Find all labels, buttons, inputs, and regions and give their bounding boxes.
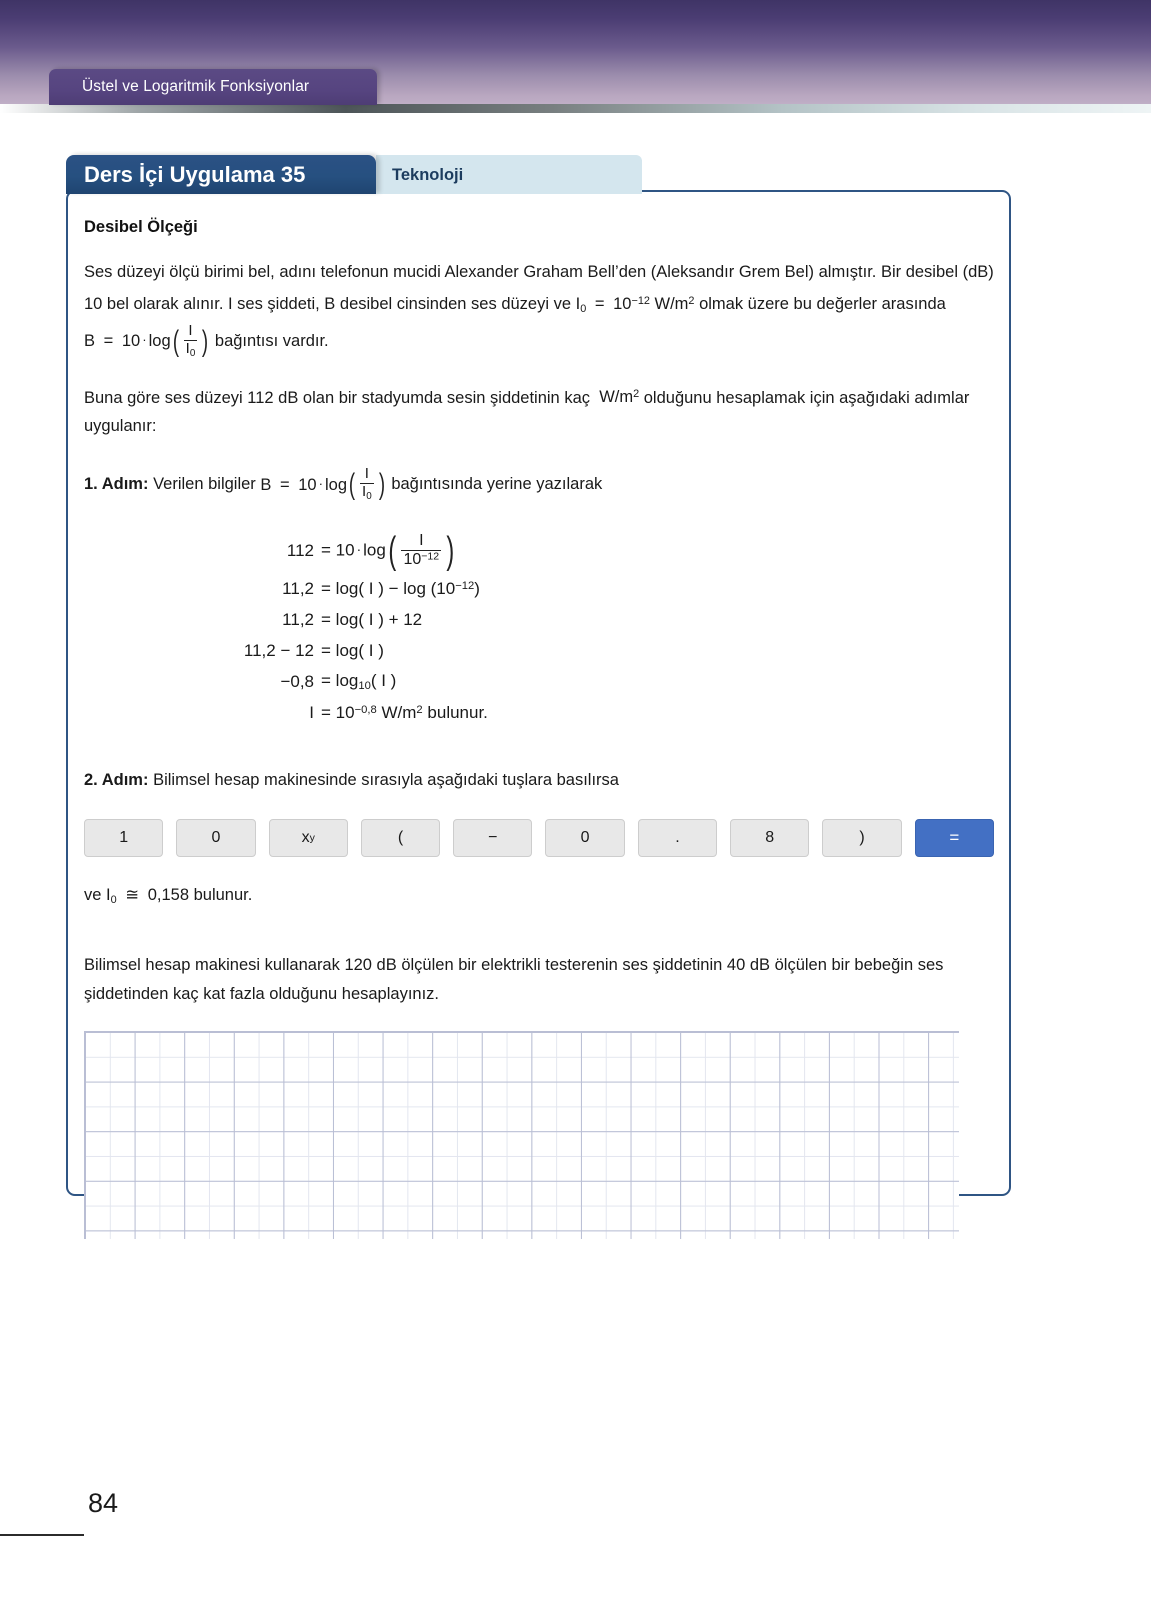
equation-row xyxy=(84,604,994,635)
calc-key-8[interactable] xyxy=(730,819,809,857)
intro-formula-b xyxy=(84,321,215,359)
activity-title-label: Ders İçi Uygulama 35 xyxy=(84,162,306,187)
work-area-grid[interactable] xyxy=(84,1031,959,1239)
activity-content xyxy=(84,210,994,1239)
calc-key-decimal-point[interactable] xyxy=(638,819,717,857)
equation-lhs: I xyxy=(309,702,314,722)
category-tab-teknoloji xyxy=(376,155,642,194)
fraction-denominator-symbol: I xyxy=(185,339,190,357)
calc-key-superscript: y xyxy=(309,832,315,845)
calculator-key-row xyxy=(84,819,994,857)
result-value: 0,158 xyxy=(147,886,189,905)
equals-sign: = xyxy=(594,294,605,313)
calc-key-open-paren[interactable] xyxy=(361,819,440,857)
equation-lhs: 11,2 xyxy=(282,578,314,598)
step2-text: Bilimsel hesap makinesinde sırasıyla aşağıdaki tuşlara basılırsa xyxy=(153,771,619,790)
equation-derivation-block xyxy=(84,529,994,728)
intro-text-tail: bağıntısı vardır. xyxy=(214,332,329,351)
equation-equals: = xyxy=(321,540,331,560)
equation-fraction xyxy=(398,532,444,569)
calc-key-equals[interactable] xyxy=(915,819,994,857)
equation-row xyxy=(84,573,994,604)
equation-rhs xyxy=(321,579,480,599)
question-paragraph xyxy=(84,381,994,442)
footer-rule xyxy=(0,1534,84,1536)
equation-equals: = xyxy=(321,578,331,598)
multiply-dot-icon: · xyxy=(142,332,147,348)
unit-exponent: 2 xyxy=(688,295,695,307)
step1-fraction-numerator: I xyxy=(364,465,369,483)
equation-log: log xyxy=(335,671,359,691)
calc-key-label: 0 xyxy=(580,829,590,847)
calc-key-label: x xyxy=(301,829,310,847)
step1-label: 1. Adım: xyxy=(84,475,149,494)
step1-text-after: bağıntısında yerine yazılarak xyxy=(391,475,603,494)
step2-paragraph xyxy=(84,766,994,795)
equation-open-paren-glyph: ( xyxy=(388,530,397,573)
calc-key-1[interactable] xyxy=(84,819,163,857)
equation-row xyxy=(84,529,994,573)
step1-multiply-dot-icon: · xyxy=(318,475,324,491)
chapter-tab xyxy=(49,69,377,105)
equation-rhs-tail: ) xyxy=(474,578,480,598)
equation-rhs-tail: ( I ) xyxy=(370,671,397,691)
calc-key-0[interactable] xyxy=(176,819,255,857)
question-unit xyxy=(595,388,640,406)
equals-sign-2: = xyxy=(103,332,114,351)
calc-key-minus[interactable] xyxy=(453,819,532,857)
i-zero-subscript: 0 xyxy=(580,302,587,315)
equation-fraction-den-base: 10 xyxy=(403,550,422,568)
calc-key-label: 0 xyxy=(211,829,221,847)
task-text: Bilimsel hesap makinesi kullanarak 120 dB ölçülen bir elektrikli testerenin ses şiddetinin 40 dB ölçülen bir bebeğin ses şiddetinden kaç kat fazla olduğunu hesaplayınız. xyxy=(84,956,944,1004)
calc-key-label: = xyxy=(949,828,960,848)
step1-fraction-denominator-symbol: I xyxy=(362,483,367,501)
equation-lhs: 11,2 − 12 xyxy=(243,640,314,660)
equation-rhs-text: log( I ) − log (10 xyxy=(335,578,456,598)
fraction-denominator-subscript: 0 xyxy=(189,347,196,359)
result-i-symbol: I xyxy=(106,886,111,905)
equation-log: log xyxy=(363,540,386,560)
result-paragraph xyxy=(84,881,994,915)
equation-rhs xyxy=(321,530,457,573)
fraction-i-over-i0 xyxy=(181,323,201,359)
equation-lhs: −0,8 xyxy=(280,671,314,691)
equation-row xyxy=(84,666,994,697)
fraction-numerator: I xyxy=(188,321,193,339)
intro-formula xyxy=(576,295,699,313)
page-number: 84 xyxy=(88,1488,119,1518)
equation-rhs-text: log( I ) xyxy=(335,640,384,660)
fraction-denominator xyxy=(184,340,198,359)
step1-paragraph xyxy=(84,467,994,503)
equation-ten: 10 xyxy=(335,540,355,560)
activity-title-tab xyxy=(66,155,376,194)
equation-equals: = xyxy=(321,671,331,691)
calc-key-label: ( xyxy=(397,829,404,847)
result-i-subscript: 0 xyxy=(110,894,117,907)
result-prefix: ve xyxy=(84,886,102,905)
category-tab-label: Teknoloji xyxy=(392,166,464,184)
calc-key-close-paren[interactable] xyxy=(822,819,901,857)
calc-key-zero[interactable] xyxy=(545,819,624,857)
result-formula xyxy=(106,886,194,907)
intro-paragraph xyxy=(84,258,994,360)
equation-rhs-base: 10 xyxy=(335,702,355,722)
calc-key-power[interactable] xyxy=(269,819,348,857)
result-suffix: bulunur. xyxy=(193,886,253,905)
equation-lhs: 11,2 xyxy=(282,609,314,629)
calc-key-label: ) xyxy=(859,829,865,847)
b-symbol: B xyxy=(84,332,96,351)
step1-fraction xyxy=(357,466,377,502)
equation-row xyxy=(84,635,994,666)
calc-key-label: − xyxy=(488,829,498,847)
calc-key-label: 8 xyxy=(765,829,775,847)
equation-fraction-denominator xyxy=(401,550,441,569)
equation-rhs xyxy=(321,703,488,723)
ten-exponent: −12 xyxy=(631,295,650,307)
close-paren-glyph: ) xyxy=(202,324,209,358)
equation-rhs xyxy=(321,671,396,692)
step1-open-paren-glyph: ( xyxy=(348,468,356,502)
equation-close-paren-glyph: ) xyxy=(446,530,455,573)
question-text-run-2: olduğunu hesaplamak için aşağıdaki adımlar uygulanır: xyxy=(84,388,970,436)
section-subtitle: Desibel Ölçeği xyxy=(84,218,198,236)
equation-lhs: 112 xyxy=(286,541,314,561)
equation-fraction-den-exponent: −12 xyxy=(421,549,440,562)
equation-row xyxy=(84,697,994,728)
equation-rhs-unit: W/m xyxy=(381,702,417,722)
intro-text-run-2: olmak üzere bu değerler arasında xyxy=(699,294,946,313)
equation-equals: = xyxy=(321,702,331,722)
equation-fraction-numerator: I xyxy=(419,531,424,549)
step1-close-paren-glyph: ) xyxy=(378,468,385,502)
question-text-run: Buna göre ses düzeyi 112 dB olan bir stadyumda sesin şiddetinin kaç xyxy=(84,388,590,407)
equation-rhs xyxy=(321,641,384,661)
approx-equals-sign: ≅ xyxy=(125,886,140,905)
equation-rhs-end: bulunur. xyxy=(427,702,488,722)
step1-b-symbol: B xyxy=(260,475,272,494)
unit-watt: W/m xyxy=(654,294,689,313)
equation-multiply-dot-icon: · xyxy=(356,541,362,557)
step1-log: log xyxy=(325,475,348,494)
question-unit-exponent: 2 xyxy=(633,388,640,401)
log-operator: log xyxy=(148,332,171,351)
i-zero-symbol: I xyxy=(575,294,581,313)
equation-equals: = xyxy=(321,609,331,629)
chapter-tab-label: Üstel ve Logaritmik Fonksiyonlar xyxy=(82,78,310,95)
task-paragraph xyxy=(84,951,994,1009)
ten-coefficient: 10 xyxy=(121,332,141,351)
step1-equals: = xyxy=(280,475,290,494)
equation-rhs-exponent: −0,8 xyxy=(354,703,377,716)
equation-rhs-exponent: −12 xyxy=(455,579,475,592)
open-paren-glyph: ( xyxy=(172,324,179,358)
step1-fraction-denominator xyxy=(360,483,374,502)
equation-equals: = xyxy=(321,640,331,660)
step1-formula xyxy=(260,465,391,503)
calc-key-label: . xyxy=(675,829,680,847)
header-underline-strip xyxy=(0,104,1151,113)
step1-fraction-denominator-subscript: 0 xyxy=(366,491,372,503)
intro-text-run: Ses düzeyi ölçü birimi bel, adını telefonun mucidi Alexander Graham Bell’den (Aleksandır Grem Bel) almıştır. Bir desibel (dB) 10 bel olarak alınır. I ses şiddeti, B desibel cinsinden ses düzeyi ve xyxy=(84,263,994,313)
ten-base: 10 xyxy=(613,294,632,313)
calc-key-label: 1 xyxy=(119,829,129,847)
step1-text-before: Verilen bilgiler xyxy=(153,475,256,494)
equation-log-base: 10 xyxy=(358,680,371,693)
question-unit-watt: W/m xyxy=(599,388,634,407)
step1-ten: 10 xyxy=(298,475,317,494)
equation-rhs-text: log( I ) + 12 xyxy=(335,609,423,629)
equation-rhs xyxy=(321,610,422,630)
step2-label: 2. Adım: xyxy=(84,771,149,790)
equation-rhs-unit-exponent: 2 xyxy=(416,703,423,716)
